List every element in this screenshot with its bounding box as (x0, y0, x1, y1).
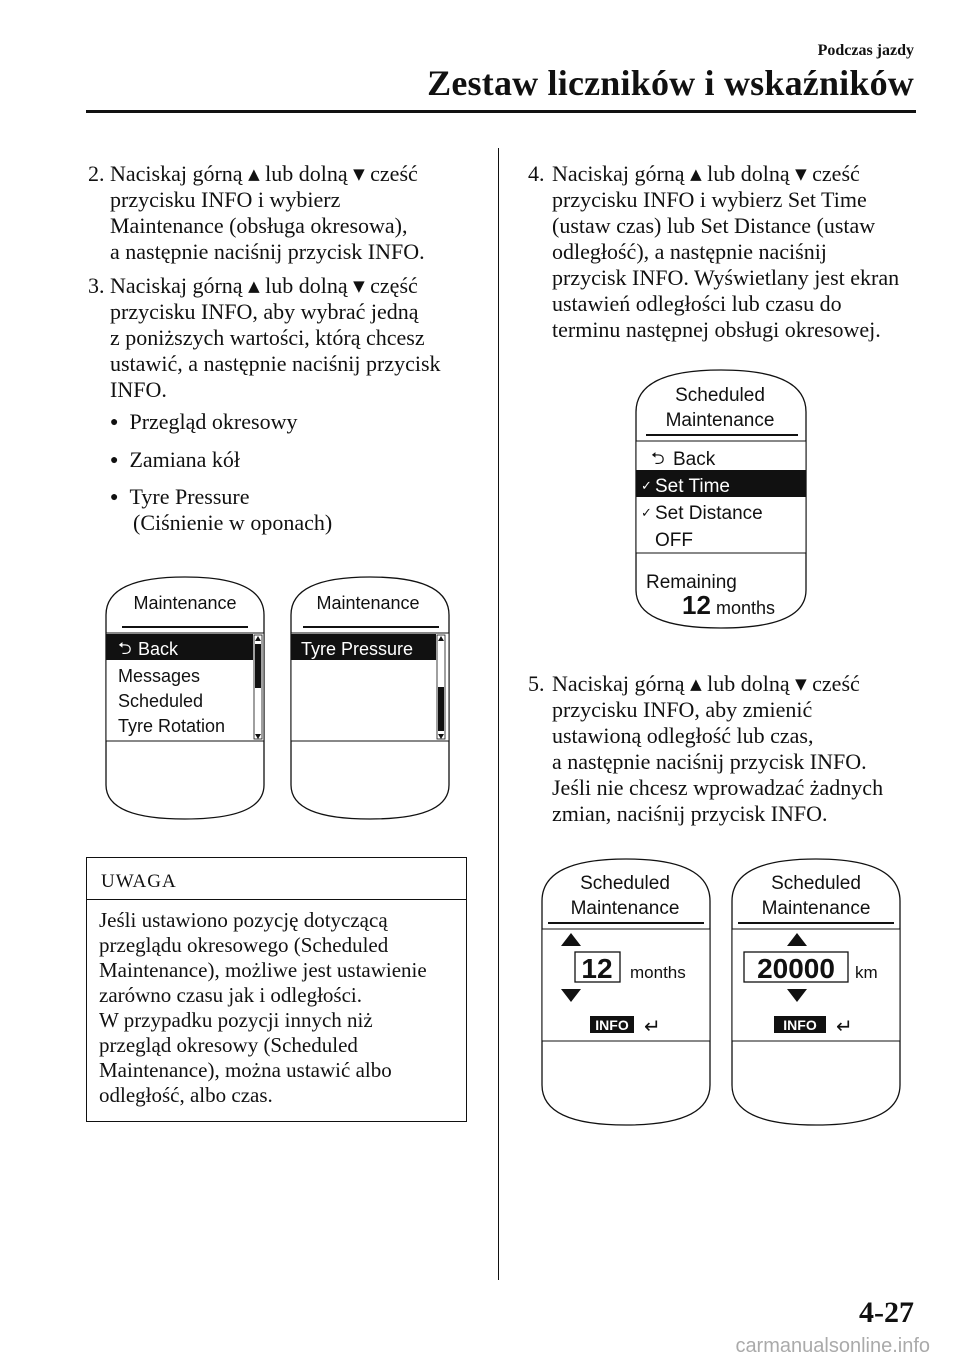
step-5: 5. Naciskaj górną ▲ lub dolną ▼ cześć przycisku INFO, aby zmienić ustawioną odległość lub czas, a następnie naciśnij przycisk INFO. Jeśli nie chcesz wprowadzać żadnych zmian, naciśnij przycisk INFO. (528, 671, 884, 826)
unit-label: km (855, 963, 878, 982)
display-title-line2: Maintenance (665, 410, 775, 431)
section-label: Podczas jazdy (817, 42, 914, 59)
bullet-item: ● Tyre Pressure (110, 484, 250, 509)
menu-item-off: OFF (655, 530, 693, 551)
display-set-months (540, 857, 712, 1127)
info-label: INFO (595, 1017, 629, 1033)
display-title-line1: Scheduled (771, 873, 861, 894)
display-title-line1: Scheduled (580, 873, 670, 894)
step-2: 2. Naciskaj górną ▲ lub dolną ▼ cześć przycisku INFO i wybierz Maintenance (obsługa okresowa), a następnie naciśnij przycisk INFO. (88, 161, 425, 264)
up-arrow-icon: ▲ (248, 165, 260, 183)
menu-item-set-time: Set Time (655, 476, 730, 497)
footer-watermark: carmanualsonline.info (735, 1335, 930, 1357)
page-title: Zestaw liczników i wskaźników (427, 63, 914, 103)
menu-item-set-distance: Set Distance (655, 503, 763, 524)
column-divider (498, 148, 499, 1280)
menu-item-tyre-pressure: Tyre Pressure (301, 639, 414, 659)
down-arrow-icon: ▼ (795, 675, 807, 693)
up-arrow-icon: ▲ (690, 675, 702, 693)
menu-item-scheduled: Scheduled (118, 691, 204, 711)
note-heading: UWAGA (87, 858, 466, 900)
menu-item-messages: Messages (118, 666, 201, 686)
menu-item-back: Back (138, 639, 179, 659)
back-arrow-icon: ⮌ (651, 449, 665, 468)
down-arrow-icon: ▼ (795, 165, 807, 183)
display-scheduled-menu (634, 368, 808, 630)
note-box (86, 857, 467, 1122)
back-arrow-icon: ⮌ (118, 639, 132, 658)
step-4: 4. Naciskaj górną ▲ lub dolną ▼ cześć przycisku INFO i wybierz Set Time (ustaw czas) lub Set Distance (ustaw odległość), a następnie naciśnij przycisk INFO. Wyświetlany jest ekran ustawień odległości lub czasu do terminu następnej obsługi okresowej. (528, 161, 900, 342)
display-title-line2: Maintenance (761, 898, 871, 919)
info-label: INFO (783, 1017, 817, 1033)
step-3: 3. Naciskaj górną ▲ lub dolną ▼ część przycisku INFO, aby wybrać jedną z poniższych wartości, którą chcesz ustawić, a następnie naciśnij przycisk INFO. (88, 273, 441, 402)
page-number: 4-27 (859, 1296, 914, 1329)
bullet-item: ● Zamiana kół (110, 447, 241, 472)
check-icon: ✓ (641, 505, 652, 520)
display-maintenance-list (104, 575, 266, 821)
bullet-item: ● Przegląd okresowy (110, 409, 298, 434)
up-arrow-icon: ▲ (248, 277, 260, 295)
bullet-subtext: (Ciśnienie w oponach) (133, 510, 333, 535)
display-title-line2: Maintenance (570, 898, 680, 919)
menu-item-tyre-rotation: Tyre Rotation (118, 716, 226, 736)
remaining-value: 12 (682, 590, 711, 620)
unit-label: months (630, 963, 686, 982)
header-rule (86, 110, 916, 113)
display-title: Maintenance (133, 593, 237, 613)
display-title: Maintenance (316, 593, 420, 613)
display-maintenance-tyre (289, 575, 451, 821)
remaining-unit: months (716, 598, 776, 618)
note-body: Jeśli ustawiono pozycję dotyczącą przeglądu okresowego (Scheduled Maintenance), możliwe jest ustawienie zarówno czasu jak i odległości. W przypadku pozycji innych niż przegląd okresowy (Scheduled Maintenance), można ustawić albo odległość, albo czas. (99, 908, 427, 1107)
enter-icon: ↵ (836, 1016, 853, 1038)
display-set-km (730, 857, 902, 1127)
check-icon: ✓ (641, 478, 652, 493)
down-arrow-icon: ▼ (353, 277, 365, 295)
value-display: 20000 (757, 953, 835, 984)
value-display: 12 (581, 953, 613, 984)
menu-item-back: Back (673, 449, 716, 470)
remaining-label: Remaining (646, 572, 737, 593)
enter-icon: ↵ (644, 1016, 661, 1038)
display-title-line1: Scheduled (675, 385, 765, 406)
down-arrow-icon: ▼ (353, 165, 365, 183)
up-arrow-icon: ▲ (690, 165, 702, 183)
